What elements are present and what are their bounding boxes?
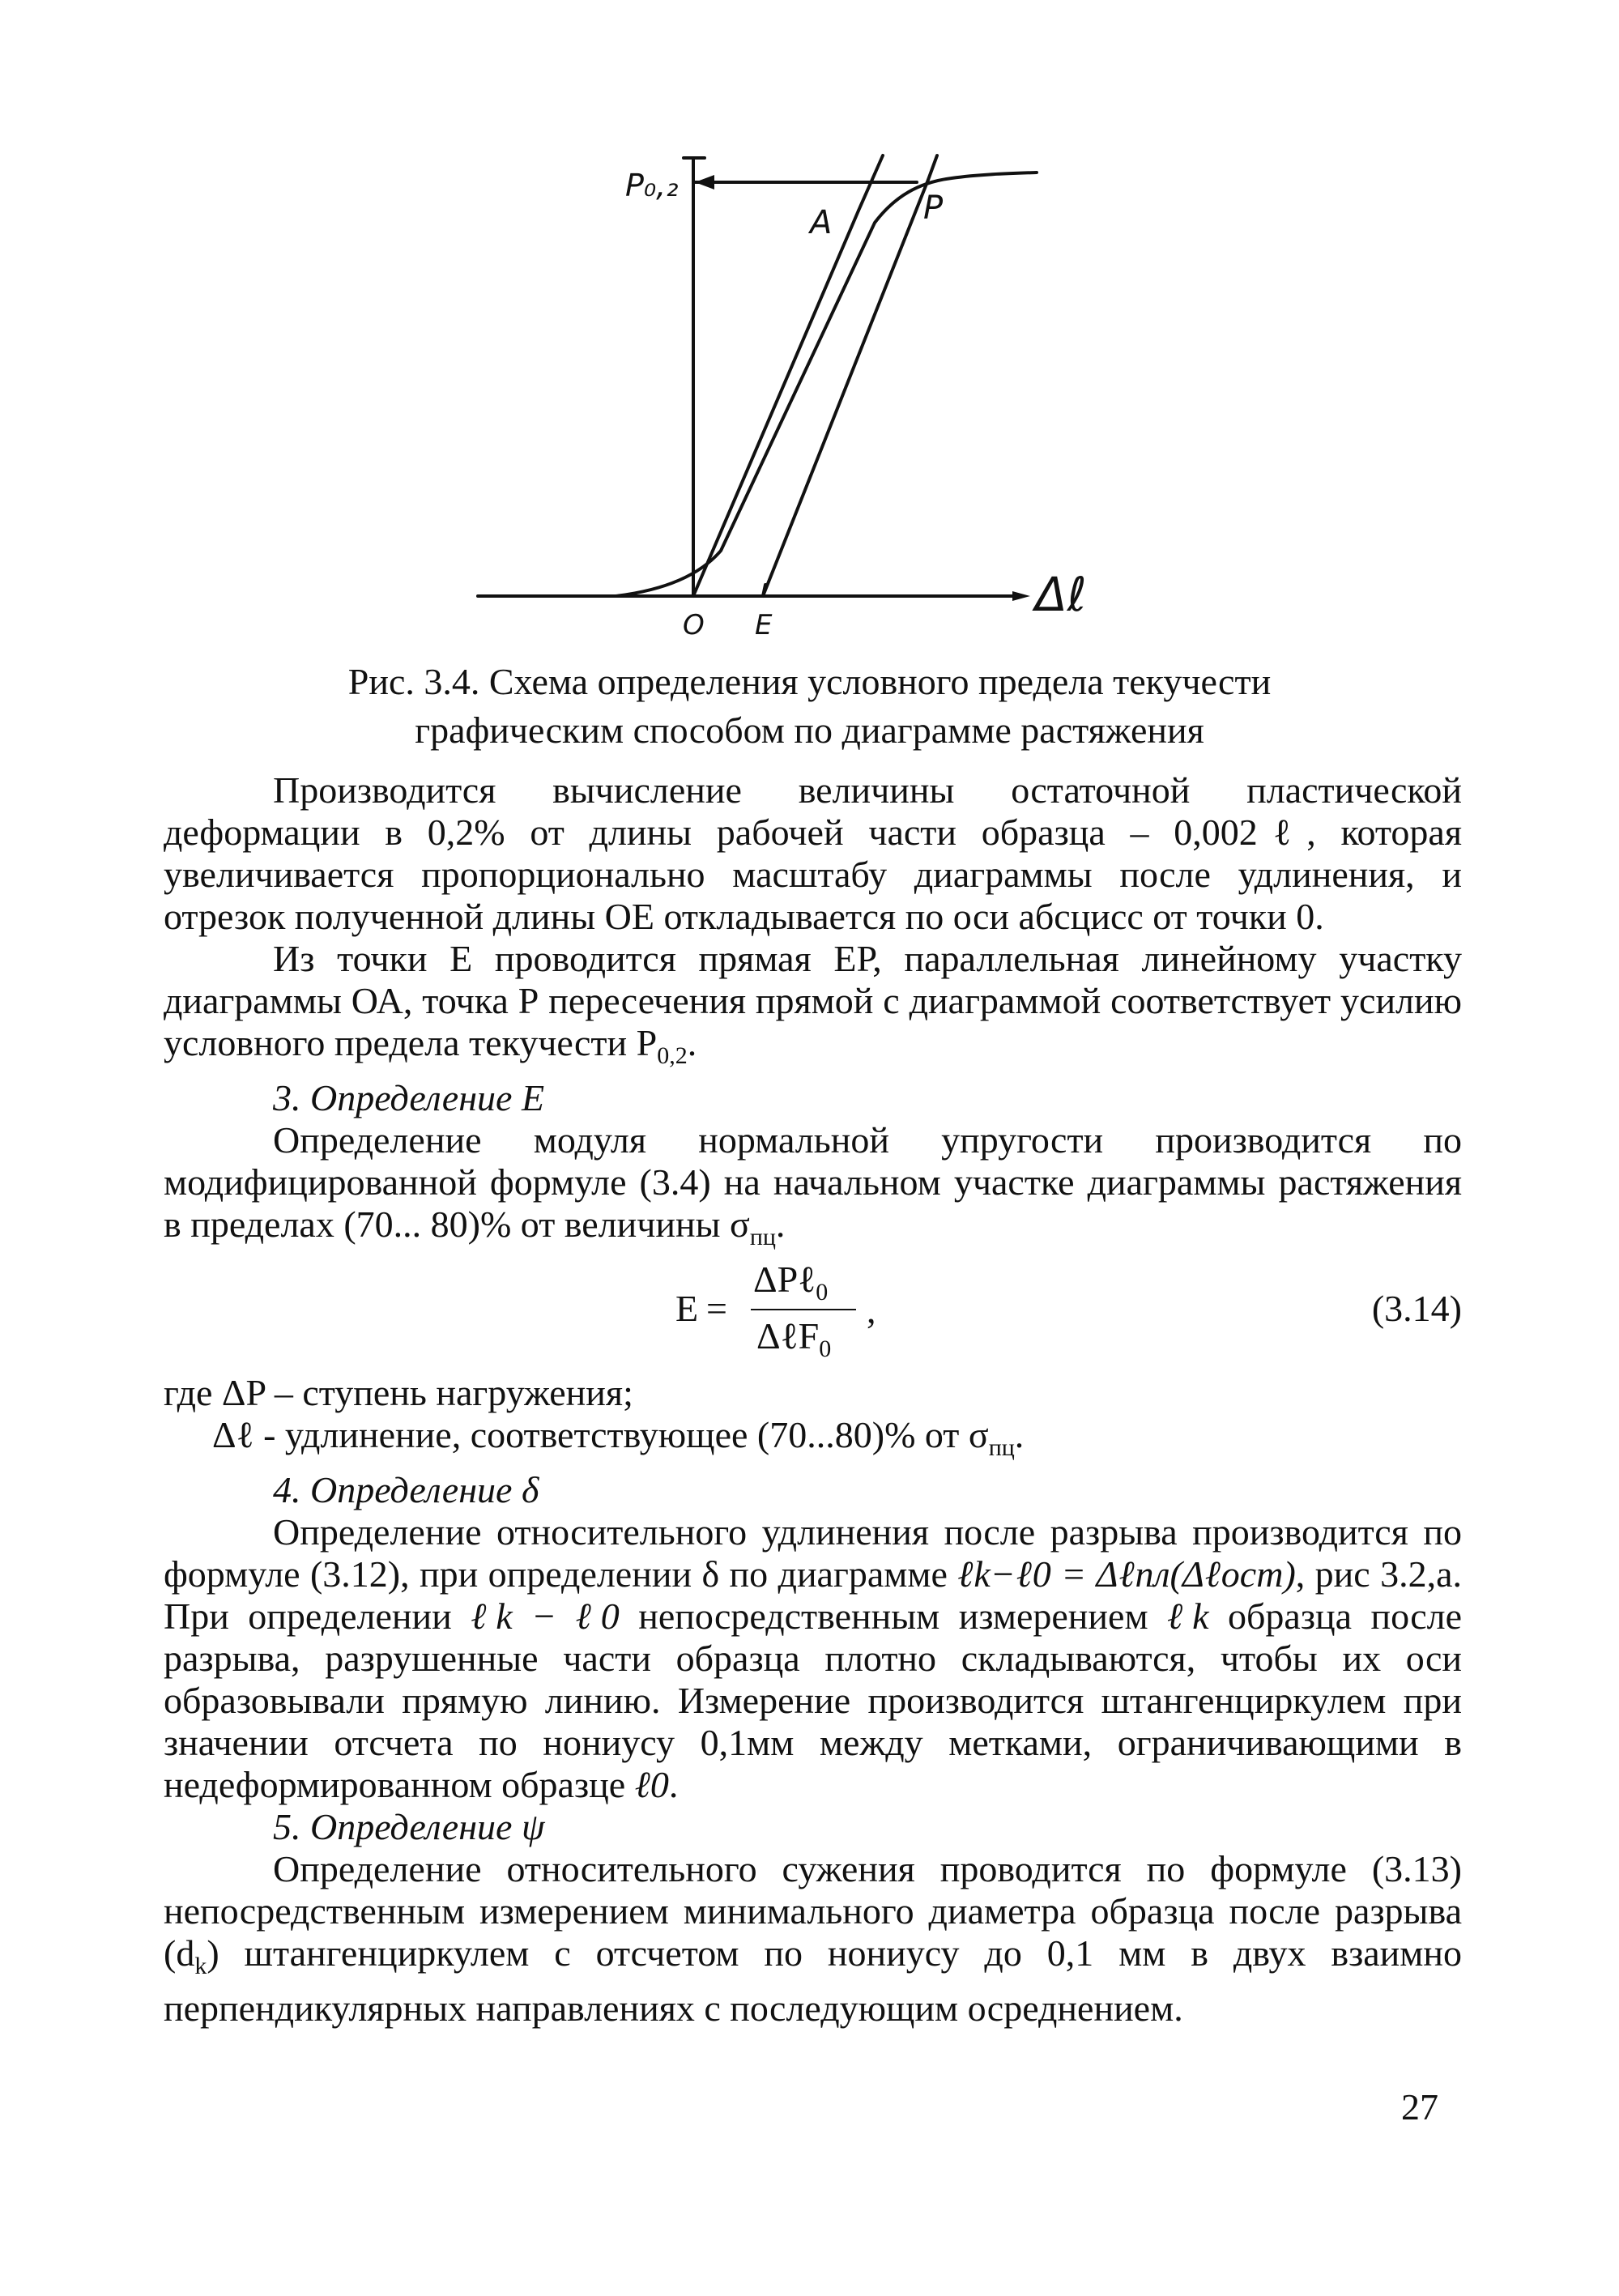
p3-end: . <box>775 1203 786 1245</box>
x-axis-arrow <box>1012 591 1030 601</box>
p2-end: . <box>687 1022 697 1063</box>
formula-numerator-text: ΔPℓ <box>753 1259 816 1300</box>
paragraph-line-ep <box>164 938 1462 1077</box>
p4-math-1: ℓk−ℓ0 = Δℓпл(Δℓост) <box>957 1553 1296 1595</box>
page-body <box>164 769 1462 2030</box>
p2-subscript: 0,2 <box>657 1042 688 1069</box>
where2-text: Δℓ - удлинение, соответствующее (70...80)% от σ <box>212 1414 989 1455</box>
p02-arrow <box>695 175 714 190</box>
where-delta-l <box>164 1414 1462 1469</box>
formula-reference: (3.14) <box>1371 1288 1462 1329</box>
formula-denominator-text: ΔℓF <box>756 1315 820 1357</box>
p4-text-d: образца после разрыва, разрушенные части образца плотно складываются, чтобы их оси образовывали прямую линию. Измерение производится штангенциркулем при значении отсчета по нониусу 0,1мм между метками, ограничивающими в недеформированном образце <box>164 1595 1463 1805</box>
label-o: O <box>683 609 705 641</box>
label-p: P <box>923 190 944 227</box>
label-axis: Δℓ <box>1035 567 1087 622</box>
p4-text-e: . <box>668 1764 679 1805</box>
formula-denominator <box>756 1315 831 1370</box>
figure-caption <box>0 658 1619 755</box>
formula-numerator-sub: 0 <box>816 1279 829 1306</box>
p4-math-3: ℓk <box>1167 1595 1209 1637</box>
heading-determination-delta: 4. Определение δ <box>273 1469 539 1510</box>
paragraph-modulus <box>164 1119 1462 1259</box>
p4-text-a: Определение относительного удлинения после разрыва производится по формуле (3.12), при определении δ по диаграмме <box>164 1511 1462 1595</box>
line-oa <box>693 211 858 596</box>
p3-text: Определение модуля нормальной упругости производится по модифицированной формуле (3.4) на начальном участке диаграммы растяжения в пределах (70... 80)% от величины σ <box>164 1119 1462 1245</box>
p5-subscript: k <box>194 1953 207 1979</box>
label-p02: P₀,₂ <box>625 168 679 203</box>
heading-determination-e: 3. Определение Е <box>273 1077 545 1118</box>
line-ep-ext <box>928 155 937 180</box>
p4-text-b: , рис 3.2,а. При определении <box>164 1553 1462 1637</box>
p3-subscript: пц <box>749 1224 776 1250</box>
where-delta-p: где ΔP – ступень нагружения; <box>164 1372 633 1413</box>
caption-line-1: Рис. 3.4. Схема определения условного предела текучести <box>347 661 1272 702</box>
yield-strength-diagram <box>454 138 1150 656</box>
where2-end: . <box>1014 1414 1025 1455</box>
formula-numerator <box>753 1259 828 1314</box>
p2-text: Из точки Е проводится прямая ЕР, параллельная линейному участку диаграммы ОА, точка Р пересечения прямой с диаграммой соответствует усилию условного предела текучести Р <box>164 938 1462 1063</box>
p5-text-a: Определение относительного сужения проводится по формуле (3.13) непосредственным измерением минимального диаметра образца после разрыва (d <box>164 1848 1462 1974</box>
p4-math-4: ℓ0 <box>634 1764 669 1805</box>
page-number: 27 <box>1401 2086 1438 2128</box>
p4-text-c: непосредственным измерением <box>619 1595 1168 1637</box>
formula-denominator-sub: 0 <box>819 1335 832 1362</box>
where2-subscript: пц <box>988 1434 1015 1461</box>
label-e: E <box>755 609 773 641</box>
p4-math-2: ℓk − ℓ0 <box>471 1595 620 1637</box>
heading-determination-psi: 5. Определение ψ <box>273 1806 545 1847</box>
label-a: A <box>810 204 833 241</box>
formula-equals: = <box>706 1288 727 1329</box>
p5-text-b: ) штангенциркулем с отсчетом по нониусу до 0,1 мм в двух взаимно перпендикулярных направлениях с последующим осреднением. <box>164 1932 1462 2029</box>
formula-e: E <box>675 1288 699 1329</box>
paragraph-plastic-deformation: Производится вычисление величины остаточной пластической деформации в 0,2% от длины рабочей части образца – 0,002ℓ, которая увеличивается пропорционально масштабу диаграммы после удлинения, и отрезок полученной длины ОЕ откладывается по оси абсцисс от точки 0. <box>164 769 1462 937</box>
formula-fraction-bar <box>751 1309 856 1310</box>
caption-line-2: графическим способом по диаграмме растяжения <box>415 709 1204 751</box>
paragraph-elongation <box>164 1511 1462 1806</box>
formula-3-14 <box>164 1259 1462 1372</box>
formula-comma: , <box>867 1289 876 1331</box>
paragraph-narrowing <box>164 1848 1462 2030</box>
